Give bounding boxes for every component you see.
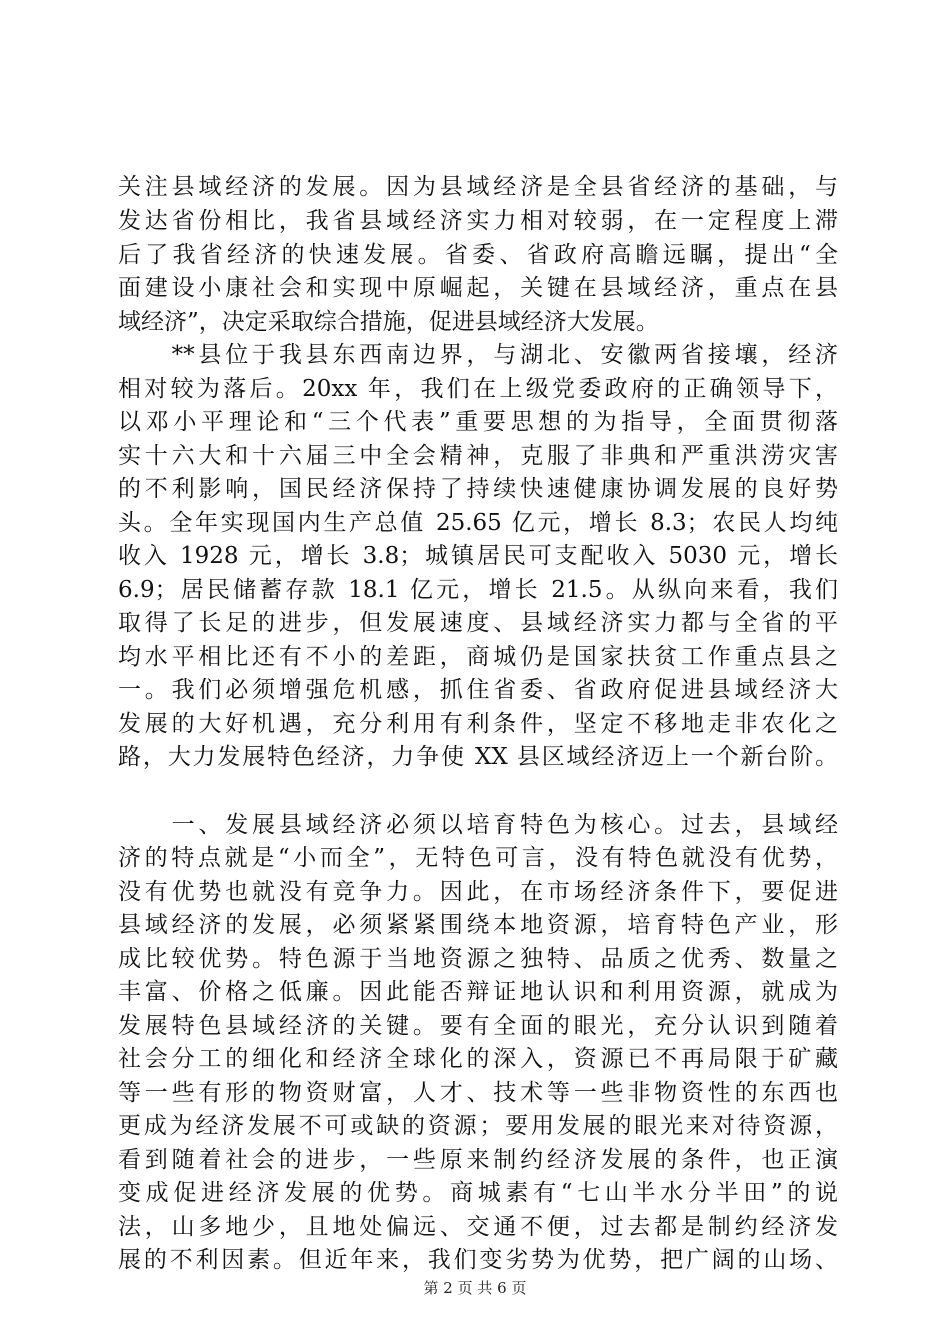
text-line: 法，山多地少，且地处偏远、交通不便，过去都是制约经济发 [118, 1214, 838, 1240]
text-line: 取得了长足的进步，但发展速度、县域经济实力都与全省的平 [118, 610, 838, 636]
text-line: 发达省份相比，我省县域经济实力相对较弱，在一定程度上滞 [118, 208, 838, 234]
text-line: 丰富、价格之低廉。因此能否辩证地认识和利用资源，就成为 [118, 979, 838, 1005]
text-line: 收入 1928 元，增长 3.8；城镇居民可支配收入 5030 元，增长 [118, 543, 838, 569]
text-line: 发展的大好机遇，充分利用有利条件，坚定不移地走非农化之 [118, 711, 838, 737]
text-line: 实十六大和十六届三中全会精神，克服了非典和严重洪涝灾害 [118, 443, 838, 469]
text-line: 更成为经济发展不可或缺的资源；要用发展的眼光来对待资源， [118, 1113, 838, 1139]
text-line: 看到随着社会的进步，一些原来制约经济发展的条件，也正演 [118, 1147, 838, 1173]
text-line: 发展特色县域经济的关键。要有全面的眼光，充分认识到随着 [118, 1013, 838, 1039]
text-line: 域经济”，决定采取综合措施，促进县域经济大发展。 [118, 309, 659, 335]
text-line: 的不利影响，国民经济保持了持续快速健康协调发展的良好势 [118, 476, 838, 502]
text-line: 变成促进经济发展的优势。商城素有“七山半水分半田”的说 [118, 1180, 838, 1206]
text-line: **县位于我县东西南边界，与湖北、安徽两省接壤，经济 [118, 342, 838, 368]
text-line: 均水平相比还有不小的差距，商城仍是国家扶贫工作重点县之 [118, 644, 838, 670]
text-line: 社会分工的细化和经济全球化的深入，资源已不再局限于矿藏 [118, 1046, 838, 1072]
text-line: 成比较优势。特色源于当地资源之独特、品质之优秀、数量之 [118, 946, 838, 972]
text-line: 等一些有形的物资财富，人才、技术等一些非物资性的东西也 [118, 1080, 838, 1106]
text-line: 一。我们必须增强危机感，抓住省委、省政府促进县域经济大 [118, 677, 838, 703]
page-footer: 第 2 页 共 6 页 [423, 1279, 527, 1297]
text-line: 关注县域经济的发展。因为县域经济是全县省经济的基础，与 [118, 174, 838, 200]
text-line: 面建设小康社会和实现中原崛起，关键在县域经济，重点在县 [118, 275, 838, 301]
text-line: 一、发展县域经济必须以培育特色为核心。过去，县域经 [118, 812, 838, 838]
text-line: 相对较为落后。20xx 年，我们在上级党委政府的正确领导下， [118, 376, 838, 402]
text-line: 以邓小平理论和“三个代表”重要思想的为指导，全面贯彻落 [118, 409, 838, 435]
text-line: 县域经济的发展，必须紧紧围绕本地资源，培育特色产业，形 [118, 912, 838, 938]
text-line: 后了我省经济的快速发展。省委、省政府高瞻远瞩，提出“全 [118, 242, 838, 268]
text-line: 展的不利因素。但近年来，我们变劣势为优势，把广阔的山场、 [118, 1247, 838, 1273]
text-line: 头。全年实现国内生产总值 25.65 亿元，增长 8.3；农民人均纯 [118, 510, 838, 536]
text-line: 6.9；居民储蓄存款 18.1 亿元，增长 21.5。从纵向来看，我们 [118, 577, 838, 603]
text-line: 没有优势也就没有竞争力。因此，在市场经济条件下，要促进 [118, 879, 838, 905]
text-line: 济的特点就是“小而全”，无特色可言，没有特色就没有优势， [118, 845, 838, 871]
text-line: 路，大力发展特色经济，力争使 XX 县区域经济迈上一个新台阶。 [118, 744, 838, 770]
